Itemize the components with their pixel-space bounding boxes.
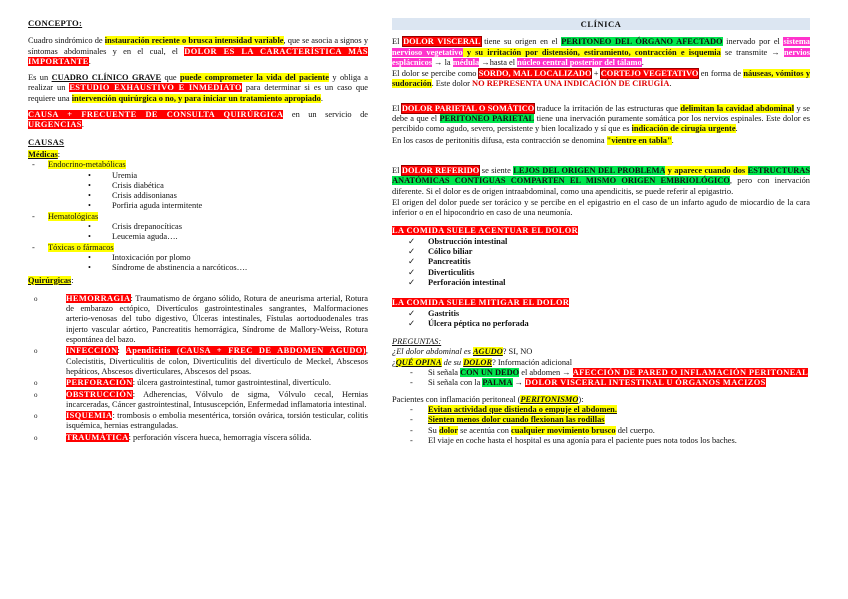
pregunta-item: - Si señala CON UN DEDO el abdomen → AFECCIÓN DE PARED O INFLAMACIÓN PERITONEAL	[392, 368, 810, 378]
group-label: - Tóxicas o fármacos	[28, 243, 368, 253]
acentuar-heading: LA COMIDA SUELE ACENTUAR EL DOLOR	[392, 226, 579, 236]
peritonismo-item: - Sienten menos dolor cuando flexionan las rodillas	[392, 415, 810, 425]
clinica-heading: CLÍNICA	[392, 18, 810, 30]
concepto-paragraph-2: Es un CUADRO CLÍNICO GRAVE que puede comprometer la vida del paciente y obliga a realizar un ESTUDIO EXHAUSTIVO E INMEDIATO para determinar si es un caso que requiere una intervención quirúrgica o no, y para iniciar un tratamiento apropiado.	[28, 73, 369, 103]
acentuar-item: ✓ Pancreatitis	[392, 257, 810, 267]
referido-paragraph-1: El DOLOR REFERIDO se siente LEJOS DEL ORIGEN DEL PROBLEMA y aparece cuando dos ESTRUCTURAS ANATÓMICAS CONTIGUAS COMPARTEN EL MISMO ORIGEN EMBRIOLÓGICO, pero con inervación diferente. Si el dolor es de origen intraabdominal, como una apendicitis, se puede referir al epigastrio.	[392, 165, 811, 196]
visceral-paragraph-2: El dolor se percibe como SORDO, MAL LOCALIZADO + CORTEJO VEGETATIVO en forma de náuseas, vómitos y sudoración. Este dolor NO REPRESENTA UNA INDICACIÓN DE CIRUGÍA.	[392, 69, 811, 89]
medicas-group	[28, 212, 368, 222]
medicas-label: Médicas:	[28, 149, 61, 159]
pregunta-items	[392, 368, 810, 389]
referido-paragraph-2: El origen del dolor puede ser torácico y se percibe en el epigastrio en el caso de un infarto agudo de miocardio de la cara inferior o en el hipocondrio en caso de una neumonía.	[392, 197, 810, 218]
pregunta-1: ¿El dolor abdominal es AGUDO? SI, NO	[392, 347, 533, 357]
mitigar-heading: LA COMIDA SUELE MITIGAR EL DOLOR	[392, 298, 570, 308]
concepto-paragraph-1: Cuadro sindrómico de instauración reciente o brusca intensidad variable, que se asocia a signos y síntomas abdominales y en el cual, el DOLOR ES LA CARACTERÍSTICA MÁS IMPORTANTE.	[28, 36, 369, 66]
medicas-group	[28, 243, 368, 253]
causas-heading: CAUSAS	[28, 136, 65, 147]
medicas-groups	[28, 160, 368, 273]
group-item: • Crisis drepanocíticas	[28, 222, 368, 232]
acentuar-list	[392, 237, 810, 288]
group-item: • Intoxicación por plomo	[28, 253, 368, 263]
quirurgica-item: o HEMORRAGIA: Traumatismo de órgano sólido, Rotura de aneurisma arterial, Rotura de embarazo ectópico, Divertículos gastrointestinales sangrantes, Malformaciones arterio-venosas del tubo digestivo, Úlceras intestinales, Fístulas aortoduodenales tras injerto vascular aórtico, Pancreatitis hemorrágica, Síndrome de Mallory-Weiss, Rotura espontánea del bazo.	[28, 294, 368, 345]
quirurgica-item: o PERFORACIÓN: úlcera gastrointestinal, tumor gastrointestinal, divertículo.	[28, 378, 368, 388]
acentuar-item: ✓ Obstrucción intestinal	[392, 237, 810, 247]
peritonismo-item: - El viaje en coche hasta el hospital es una agonía para el paciente pues nota todos los baches.	[392, 436, 810, 446]
pregunta-item: - Si señala con la PALMA → DOLOR VISCERAL INTESTINAL U ÓRGANOS MACIZOS	[392, 378, 810, 388]
peritonismo-intro: Pacientes con inflamación peritoneal (PERITONISMO):	[392, 394, 584, 404]
acentuar-item: ✓ Perforación intestinal	[392, 278, 810, 288]
right-column	[392, 18, 810, 446]
left-column	[28, 18, 368, 444]
parietal-paragraph-2: En los casos de peritonitis difusa, esta contracción se denomina "vientre en tabla".	[392, 135, 674, 145]
mitigar-list	[392, 309, 810, 330]
concepto-paragraph-3: CAUSA + FRECUENTE DE CONSULTA QUIRÚRGICA en un servicio de URGENCIAS.	[28, 110, 368, 130]
quirurgica-item: o TRAUMÁTICA: perforación víscera hueca, hemorragia víscera sólida.	[28, 433, 368, 443]
quirurgica-item: o OBSTRUCCIÓN: Adherencias, Vólvulo de sigma, Vólvulo cecal, Hernias incarceradas, Cáncer gastrointestinal, Intususcepción, Enfermedad inflamatoria intestinal.	[28, 390, 368, 411]
group-item: • Síndrome de abstinencia a narcóticos….	[28, 263, 368, 273]
group-label: - Hematológicas	[28, 212, 368, 222]
peritonismo-item: - Su dolor se acentúa con cualquier movimiento brusco del cuerpo.	[392, 426, 810, 436]
concepto-heading: CONCEPTO:	[28, 18, 83, 28]
group-item: • Crisis diabética	[28, 181, 368, 191]
visceral-paragraph-1: El DOLOR VISCERAL tiene su origen en el PERITONEO DEL ÓRGANO AFECTADO inervado por el sistema nervioso vegetativo y su irritación por distensión, estiramiento, contracción e isquemia se transmite → nervios esplácnicos → la médula →hasta el núcleo central posterior del tálamo.	[392, 37, 810, 67]
peritonismo-item: - Evitan actividad que distienda o empuje el abdomen.	[392, 405, 810, 415]
group-item: • Uremia	[28, 171, 368, 181]
parietal-paragraph-1: El DOLOR PARIETAL O SOMÁTICO traduce la irritación de las estructuras que delimitan la cavidad abdominal y se debe a que el PERITONEO PARIETAL tiene una inervación puramente somática por los nervios espinales. Este dolor es percibido como agudo, severo, persistente y bien localizado y sí que es indicación de cirugía urgente.	[392, 103, 810, 134]
quirurgicas-list	[28, 294, 368, 443]
mitigar-item: ✓ Gastritis	[392, 309, 810, 319]
quirurgica-item: o INFECCIÓN: Apendicitis (CAUSA + FREC DE ABDOMEN AGUDO), Colecistitis, Diverticulitis de colon, Diverticulitis del divertículo de Meckel, Abscesos hepáticos, Abscesos diverticulares, Abscesos del psoas.	[28, 346, 368, 377]
medicas-group	[28, 160, 368, 170]
group-label: - Endocrino-metabólicas	[28, 160, 368, 170]
peritonismo-list	[392, 405, 810, 446]
group-item: • Crisis addisonianas	[28, 191, 368, 201]
quirurgica-item: o ISQUEMIA: trombosis o embolia mesentérica, torsión ovárica, torsión testicular, colitis isquémica, hernias estranguladas.	[28, 411, 368, 432]
preguntas-heading: PREGUNTAS:	[392, 337, 442, 347]
acentuar-item: ✓ Diverticulitis	[392, 268, 810, 278]
acentuar-item: ✓ Cólico biliar	[392, 247, 810, 257]
group-item: • Porfiria aguda intermitente	[28, 201, 368, 211]
group-item: • Leucemia aguda….	[28, 232, 368, 242]
quirurgicas-label: Quirúrgicas:	[28, 275, 74, 285]
mitigar-item: ✓ Úlcera péptica no perforada	[392, 319, 810, 329]
pregunta-2: ¿QUÉ OPINA de su DOLOR? Información adicional	[392, 357, 573, 367]
